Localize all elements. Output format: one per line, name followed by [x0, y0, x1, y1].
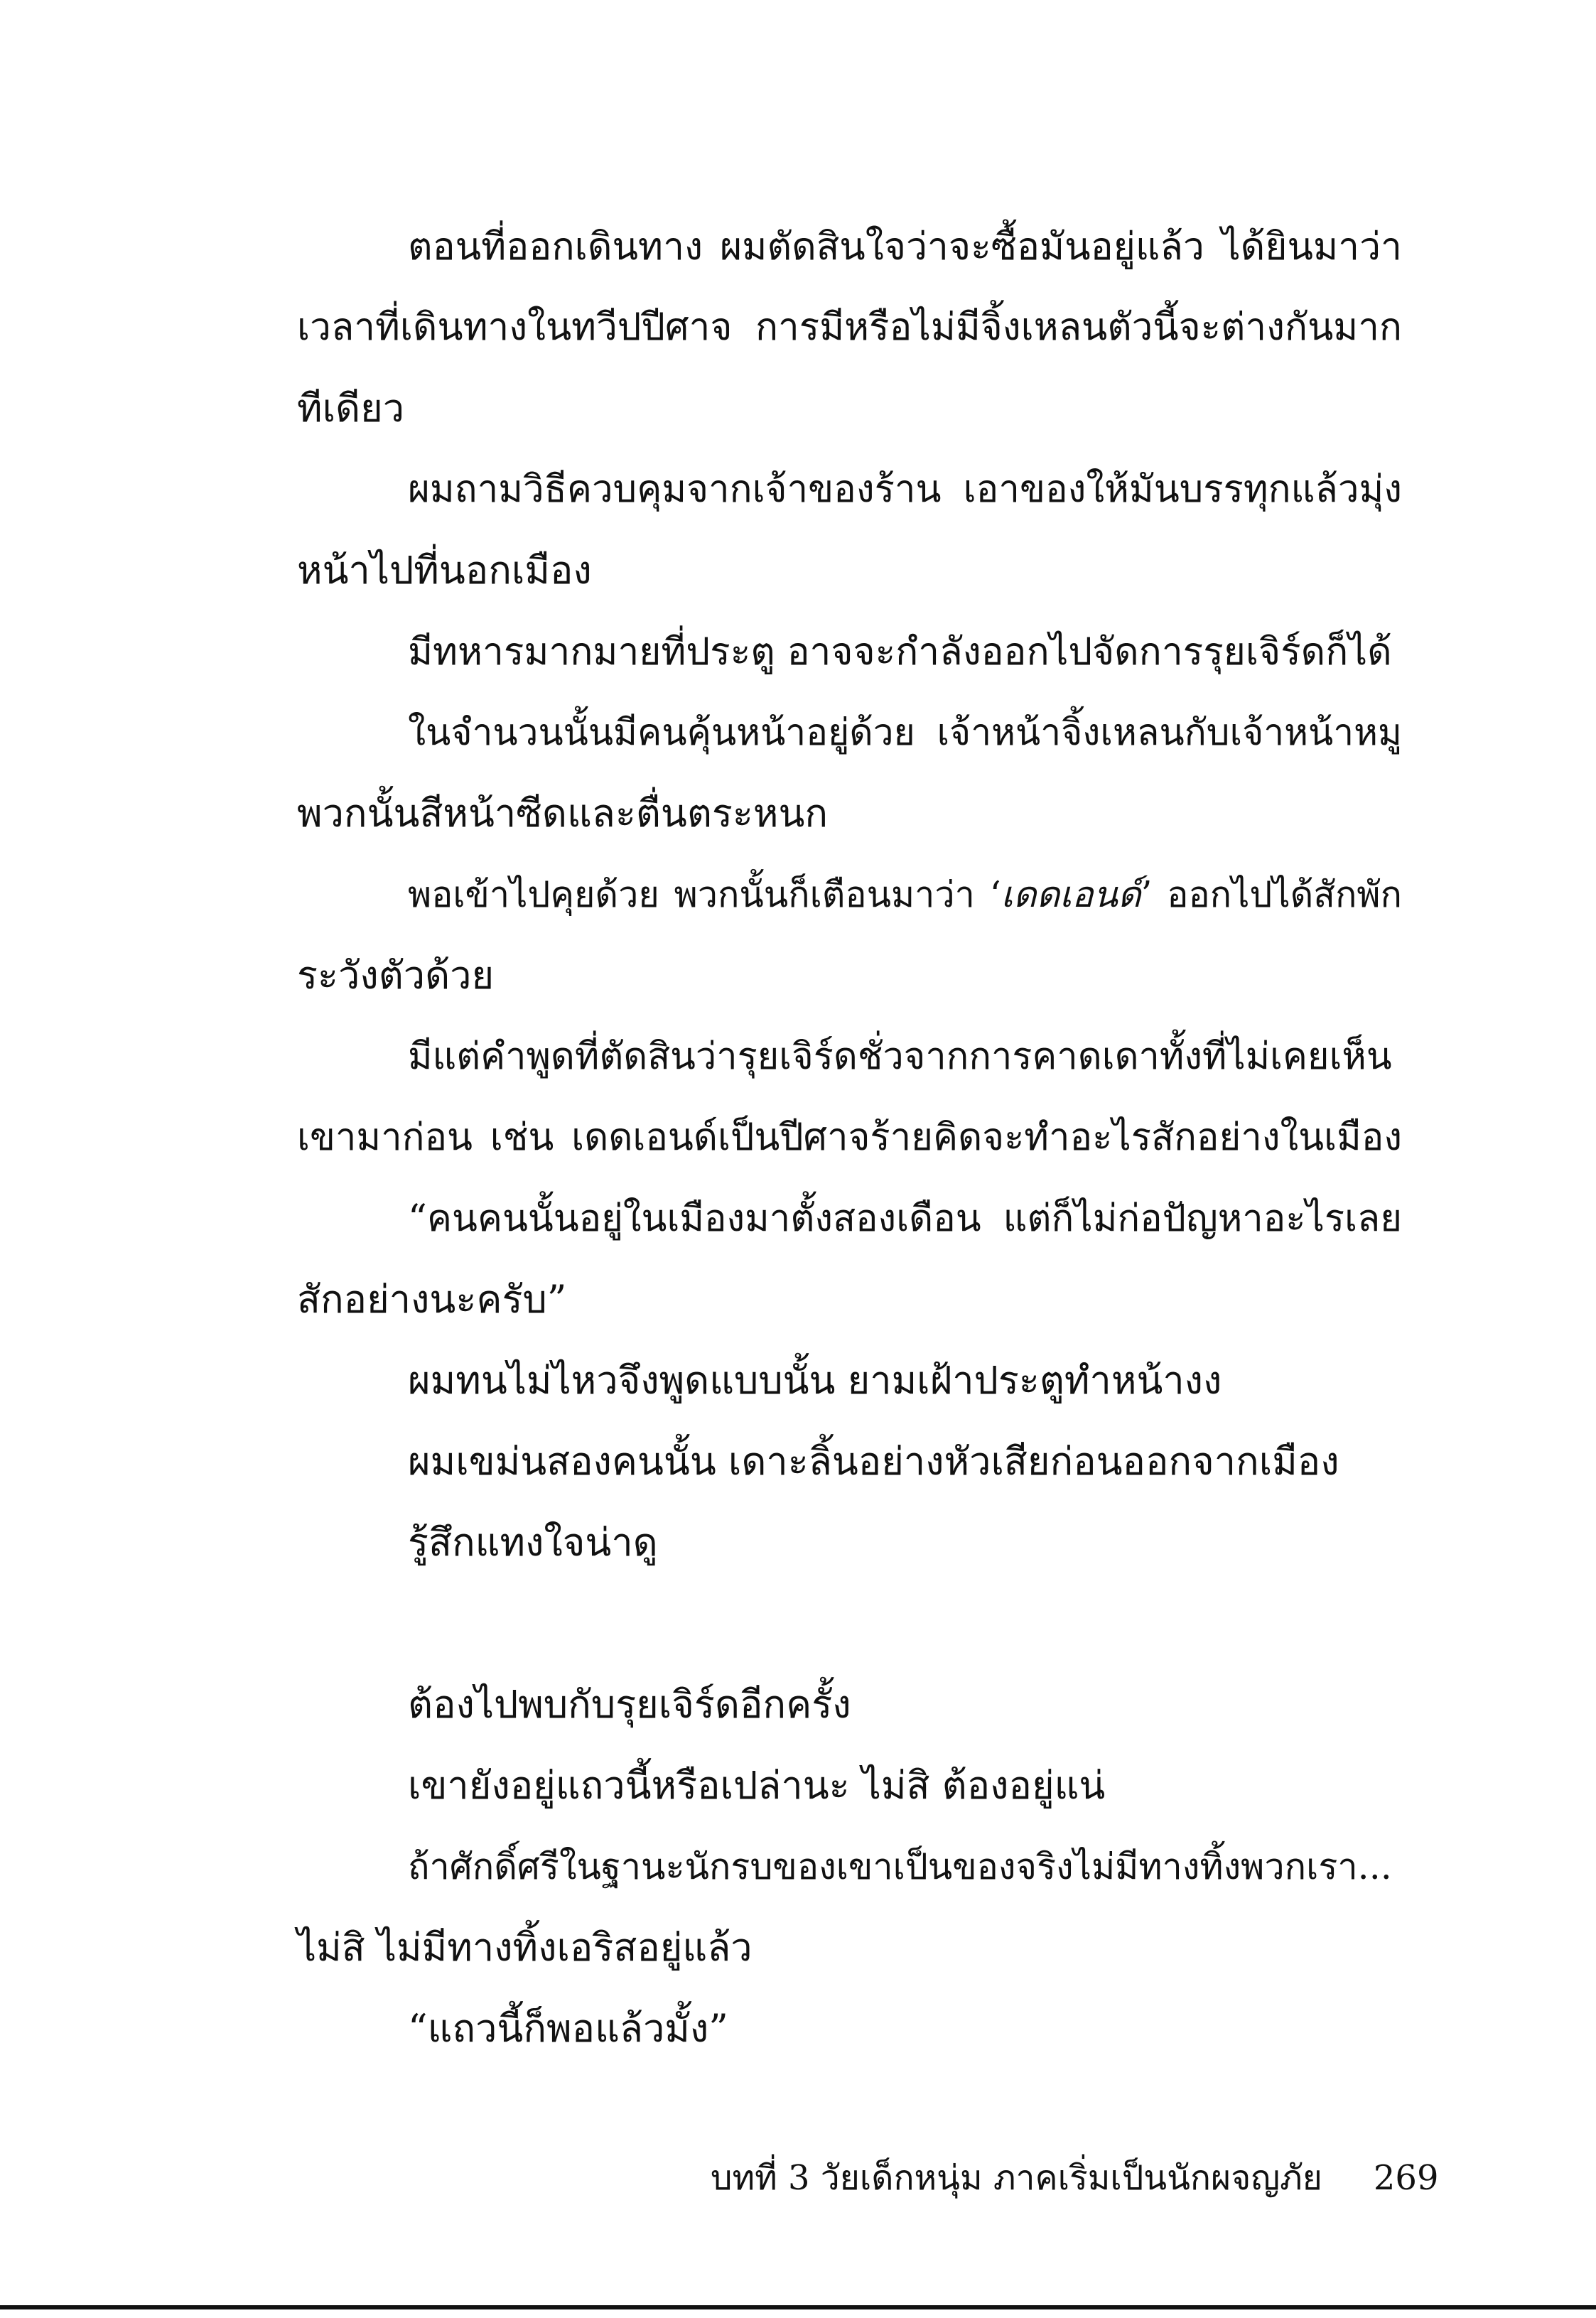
line-text: ’ ออกไปได้สักพัก	[1141, 873, 1402, 915]
line-text: พอเข้าไปคุยด้วย พวกนั้นก็เตือนมาว่า ‘	[408, 873, 1001, 915]
paragraph-line: ผมถามวิธีควบคุมจากเจ้าของร้าน เอาของให้มันบรรทุกแล้วมุ่ง	[408, 468, 1402, 511]
paragraph-line: ในจำนวนนั้นมีคนคุ้นหน้าอยู่ด้วย เจ้าหน้าจิ้งเหลนกับเจ้าหน้าหมู	[408, 711, 1402, 754]
paragraph-line	[297, 854, 1402, 935]
paragraph-line: ทีเดียว	[297, 386, 405, 431]
page-footer	[711, 2153, 1439, 2203]
paragraph-line: ต้องไปพบกับรุยเจิร์ดอีกครั้ง	[408, 1682, 851, 1727]
italic-name: เดดเอนด์	[1001, 873, 1141, 915]
paragraph-line: ผมทนไม่ไหวจึงพูดแบบนั้น ยามเฝ้าประตูทำหน้างง	[408, 1358, 1222, 1403]
dialogue-line: สักอย่างนะครับ”	[297, 1277, 567, 1322]
paragraph-line: มีแต่คำพูดที่ตัดสินว่ารุยเจิร์ดชั่วจากการคาดเดาทั้งที่ไม่เคยเห็น	[408, 1035, 1392, 1078]
paragraph-line: เขามาก่อน เช่น เดดเอนด์เป็นปีศาจร้ายคิดจะทำอะไรสักอย่างในเมือง	[297, 1116, 1402, 1159]
page-number: 269	[1373, 2158, 1439, 2198]
paragraph-line: ไม่สิ ไม่มีทางทิ้งเอริสอยู่แล้ว	[297, 1925, 753, 1970]
body-text	[297, 206, 1402, 2069]
chapter-title: บทที่ 3 วัยเด็กหนุ่ม ภาคเริ่มเป็นนักผจญภัย	[711, 2158, 1322, 2198]
paragraph-line: พวกนั้นสีหน้าซีดและตื่นตระหนก	[297, 791, 829, 836]
paragraph-line: ตอนที่ออกเดินทาง ผมตัดสินใจว่าจะซื้อมันอยู่แล้ว ได้ยินมาว่า	[408, 224, 1402, 269]
paragraph-line: ถ้าศักดิ์ศรีในฐานะนักรบของเขาเป็นของจริงไม่มีทางทิ้งพวกเรา...	[408, 1845, 1392, 1887]
paragraph-line: ระวังตัวด้วย	[297, 953, 495, 998]
paragraph-line: เขายังอยู่แถวนี้หรือเปล่านะ ไม่สิ ต้องอยู่แน่	[408, 1763, 1106, 1808]
paragraph-line: หน้าไปที่นอกเมือง	[297, 548, 592, 593]
dialogue-line: “คนคนนั้นอยู่ในเมืองมาตั้งสองเดือน แต่ก็ไม่ก่อปัญหาอะไรเลย	[408, 1197, 1402, 1240]
section-break	[297, 1583, 1402, 1664]
paragraph-line: ผมเขม่นสองคนนั้น เดาะลิ้นอย่างหัวเสียก่อนออกจากเมือง	[408, 1439, 1339, 1484]
dialogue-line: “แถวนี้ก็พอแล้วมั้ง”	[408, 2006, 728, 2051]
bottom-edge-line	[0, 2305, 1596, 2309]
paragraph-line: มีทหารมากมายที่ประตู อาจจะกำลังออกไปจัดการรุยเจิร์ดก็ได้	[408, 630, 1392, 674]
paragraph-line: เวลาที่เดินทางในทวีปปีศาจ การมีหรือไม่มีจิ้งเหลนตัวนี้จะต่างกันมาก	[297, 306, 1402, 349]
paragraph-line: รู้สึกแทงใจน่าดู	[408, 1520, 658, 1565]
